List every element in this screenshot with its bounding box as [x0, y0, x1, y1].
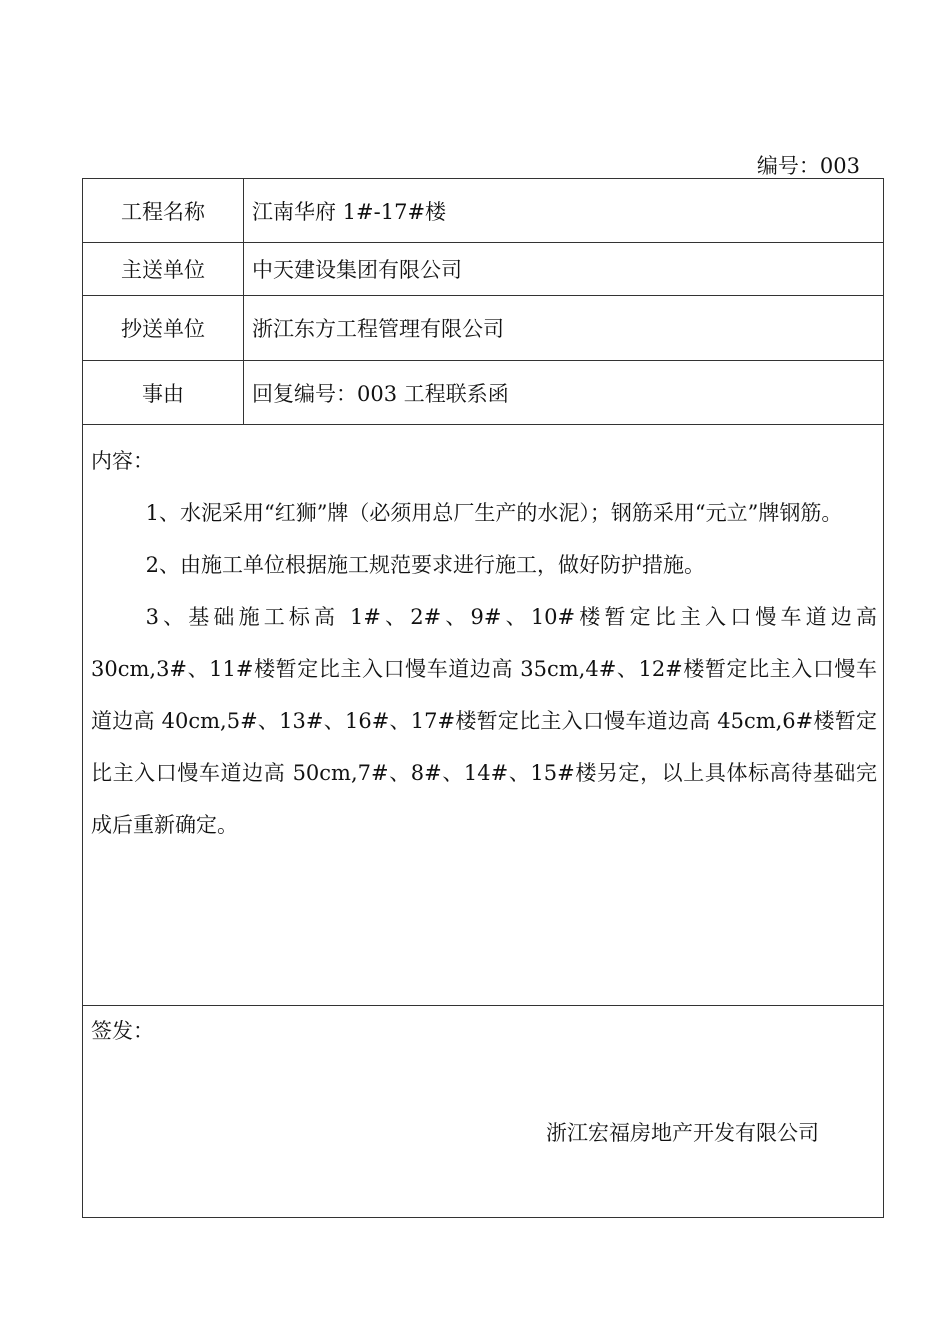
signoff-title: 签发：: [91, 1019, 154, 1043]
cc-label: 抄送单位: [83, 296, 244, 361]
subject-label: 事由: [83, 361, 244, 425]
signoff-section: [83, 1006, 884, 1218]
form-row-recipient: [83, 243, 884, 296]
contact-letter-form: [82, 178, 884, 1218]
content-paragraph-2: 2、由施工单位根据施工规范要求进行施工，做好防护措施。: [145, 553, 705, 577]
content-title: 内容：: [91, 449, 154, 473]
content-paragraph-3: 3、基础施工标高 1#、2#、9#、10#楼暂定比主入口慢车道边高 30cm,3#、11#楼暂定比主入口慢车道边高 35cm,4#、12#楼暂定比主入口慢车道边高 40cm,5#、13#、16#、17#楼暂定比主入口慢车道边高 45cm,6#楼暂定比主入口慢车道边高 50cm,7#、8#、14#、15#楼另定，以上具体标高待基础完成后重新确定。: [91, 605, 877, 837]
recipient-label: 主送单位: [83, 243, 244, 296]
cc-value: 浙江东方工程管理有限公司: [244, 296, 884, 361]
subject-value: 回复编号：003 工程联系函: [244, 361, 884, 425]
project-name-label: 工程名称: [83, 179, 244, 243]
form-row-subject: [83, 361, 884, 425]
content-section: [83, 425, 884, 1006]
project-name-value: 江南华府 1#-17#楼: [244, 179, 884, 243]
form-row-project-name: [83, 179, 884, 243]
form-row-content: [83, 425, 884, 1006]
form-row-cc: [83, 296, 884, 361]
recipient-value: 中天建设集团有限公司: [244, 243, 884, 296]
content-paragraph-1: 1、水泥采用“红狮”牌（必须用总厂生产的水泥）；钢筋采用“元立”牌钢筋。: [145, 501, 843, 525]
signoff-company: 浙江宏福房地产开发有限公司: [546, 1121, 819, 1145]
form-row-signoff: [83, 1006, 884, 1218]
document-number: 编号：003: [756, 154, 860, 178]
